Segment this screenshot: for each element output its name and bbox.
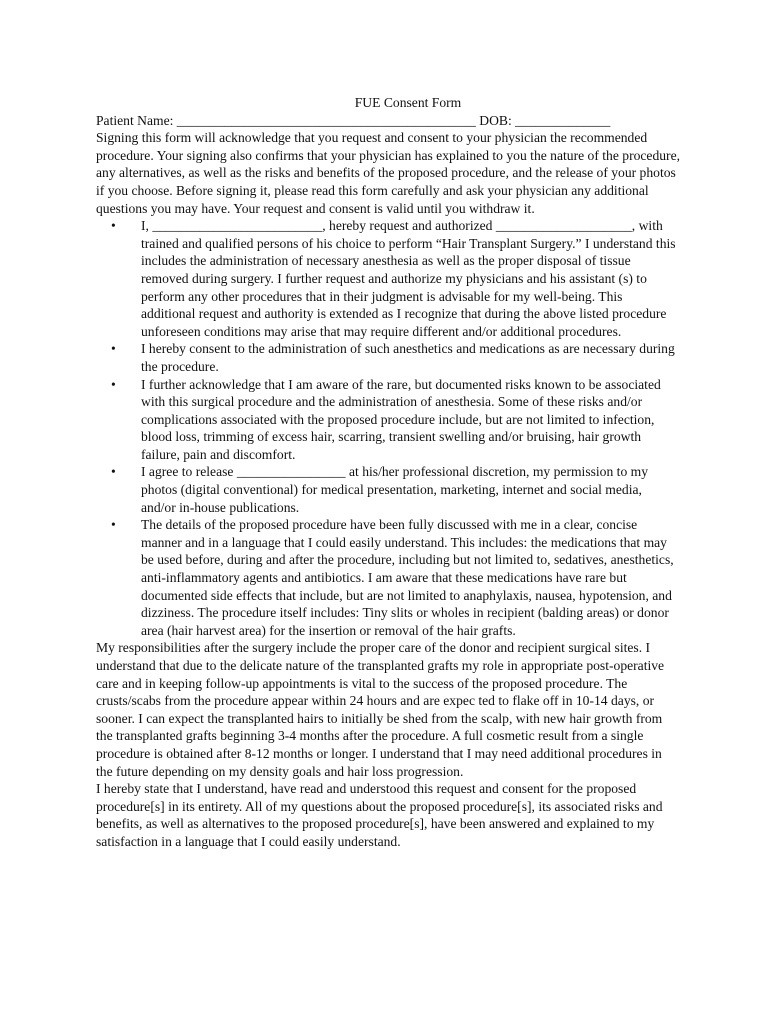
bullet-icon: •	[111, 218, 116, 234]
list-item	[96, 376, 680, 464]
bullet-text: I further acknowledge that I am aware of the rare, but documented risks known to be associated with this surgical procedure and the administration of anesthesia. Some of these risks and/or complications associated with the proposed procedure include, but are not limited to infection, blood loss, trimming of excess hair, scarring, transient swelling and/or bruising, hair growth failure, pain and discomfort.	[141, 376, 661, 462]
bullet-text: The details of the proposed procedure have been fully discussed with me in a clear, concise manner and in a language that I could easily understand. This includes: the medications that may be used before, during and after the procedure, including but not limited to, sedatives, anesthetics, anti-inflammatory agents and antibiotics. I am aware that these medications have rare but documented side effects that include, but are not limited to anaphylaxis, nausea, hypotension, and dizziness. The procedure itself includes: Tiny slits or wholes in recipient (balding areas) or donor area (hair harvest area) for the insertion or removal of the hair grafts.	[141, 517, 674, 638]
responsibilities-paragraph: My responsibilities after the surgery include the proper care of the donor and recipient surgical sites. I understand that due to the delicate nature of the transplanted grafts my role in appropriate post-operative care and in keeping follow-up appointments is vital to the success of the proposed procedure. The crusts/scabs from the procedure appear within 24 hours and are expec ted to flake off in 10-14 days, or sooner. I can expect the transplanted hairs to initially be shed from the scalp, with new hair growth from the transplanted grafts beginning 3-4 months after the procedure. A full cosmetic result from a single procedure is obtained after 8-12 months or longer. I understand that I may need additional procedures in the future depending on my density goals and hair loss progression.	[96, 640, 665, 779]
bullet-text: I hereby consent to the administration of such anesthetics and medications as are necessary during the procedure.	[141, 341, 675, 374]
bullet-icon: •	[111, 517, 116, 533]
form-title: FUE Consent Form	[354, 95, 462, 110]
consent-bullet-list	[96, 217, 680, 639]
list-item	[96, 340, 680, 375]
intro-paragraph: Signing this form will acknowledge that you request and consent to your physician the recommended procedure. Your signing also confirms that your physician has explained to you the nature of the procedure, any alternatives, as well as the risks and benefits of the proposed procedure, and the release of your photos if you choose. Before signing it, please read this form carefully and ask your physician any additional questions you may have. Your request and consent is valid until you withdraw it.	[96, 130, 681, 216]
statement-paragraph: I hereby state that I understand, have read and understood this request and consent for the proposed procedure[s] in its entirety. All of my questions about the proposed procedure[s], its associated risks and benefits, as well as alternatives to the proposed procedure[s], have been answered and explained to my satisfaction in a language that I could easily understand.	[96, 781, 663, 849]
list-item	[96, 463, 680, 516]
bullet-icon: •	[111, 464, 116, 480]
list-item	[96, 516, 680, 639]
bullet-icon: •	[111, 341, 116, 357]
bullet-text: I, _________________________, hereby request and authorized ____________________, with trained and qualified persons of his choice to perform “Hair Transplant Surgery.” I understand this includes the administration of necessary anesthesia as well as the proper disposal of tissue removed during surgery. I further request and authorize my physicians and his assistant (s) to perform any other procedures that in their judgment is advisable for my well-being. This additional request and authority is extended as I recognize that during the above listed procedure unforeseen conditions may arise that may require different and/or additional procedures.	[141, 218, 676, 339]
patient-name-dob-line: Patient Name: ____________________________________________ DOB: ______________	[96, 112, 611, 128]
list-item	[96, 217, 680, 340]
bullet-icon: •	[111, 376, 116, 392]
bullet-text: I agree to release ________________ at his/her professional discretion, my permission to my photos (digital conventional) for medical presentation, marketing, internet and social media, and/or in-house publications.	[141, 464, 649, 515]
consent-form-page	[96, 94, 680, 851]
